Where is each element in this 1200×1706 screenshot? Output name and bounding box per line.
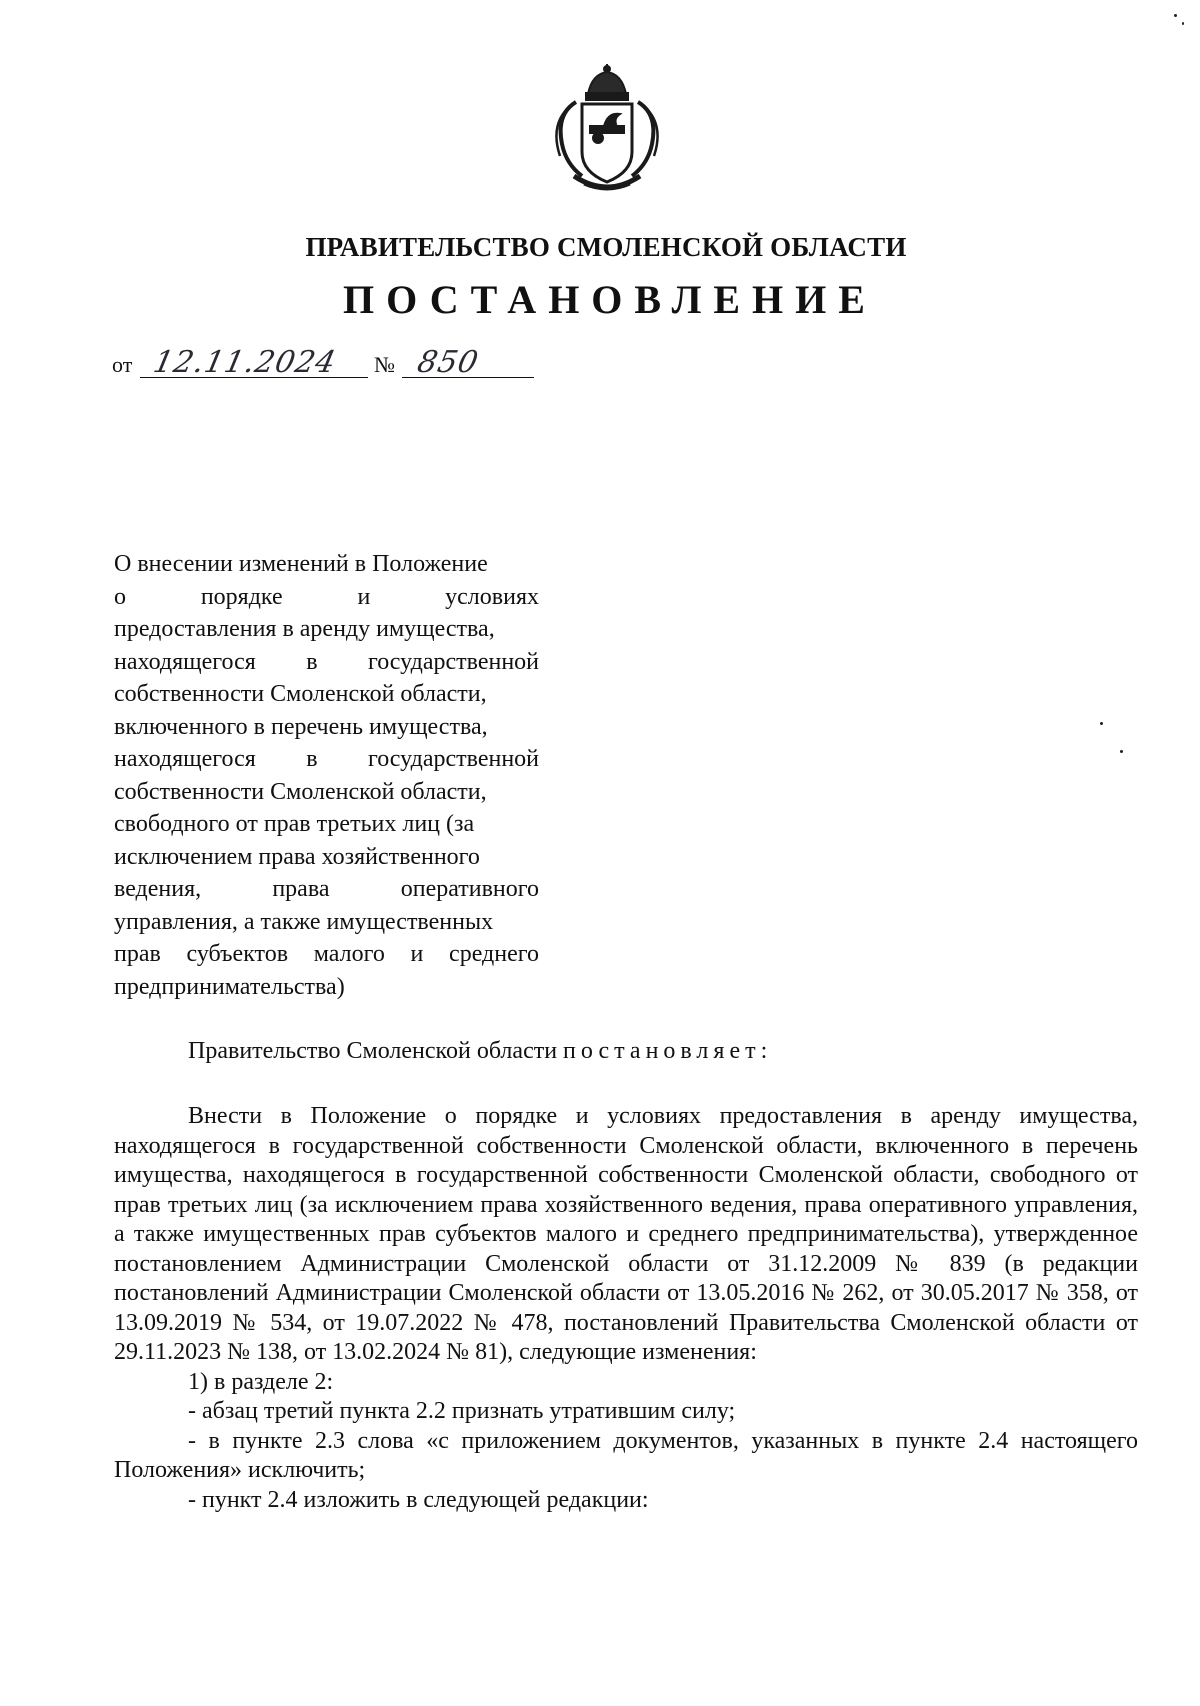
handwritten-number: 850 [414, 345, 482, 380]
resolution-issuer: Правительство Смоленской области [188, 1038, 558, 1064]
list-item: - пункт 2.4 изложить в следующей редакции: [188, 1486, 649, 1513]
handwritten-date: 12.11.2024 [150, 345, 340, 380]
subject-line: собственности Смоленской области, [114, 778, 487, 805]
subject-line: находящегося в государственной [114, 746, 539, 772]
scan-speck [1100, 722, 1103, 725]
subject-line: предпринимательства) [114, 973, 345, 1000]
coat-of-arms-emblem [548, 64, 666, 198]
subject-line: предоставления в аренду имущества, [114, 616, 495, 642]
subject-line: находящегося в государственной [114, 648, 539, 675]
scan-speck [1120, 750, 1123, 753]
list-item: - в пункте 2.3 слова «с приложением документов, указанных в пункте 2.4 настоящего Положения» исключить; [114, 1427, 1138, 1483]
date-number-line [112, 345, 532, 382]
scan-speck [1174, 14, 1177, 17]
document-body [114, 1102, 1138, 1515]
subject-line: ведения, права оперативного [114, 876, 539, 902]
list-item: 1) в разделе 2: [188, 1368, 334, 1395]
number-sign: № [374, 352, 395, 377]
subject-line: свободного от прав третьих лиц (за [114, 811, 475, 837]
resolution-verb: постановляет: [563, 1038, 773, 1064]
subject-line: включенного в перечень имущества, [114, 713, 488, 740]
document-type-title: ПОСТАНОВЛЕНИЕ [343, 277, 877, 322]
organization-title: ПРАВИТЕЛЬСТВО СМОЛЕНСКОЙ ОБЛАСТИ [305, 232, 907, 262]
document-subject [114, 548, 539, 1003]
subject-line: исключением права хозяйственного [114, 843, 480, 870]
resolution-line [188, 1038, 772, 1065]
subject-line: управления, а также имущественных [114, 908, 494, 935]
subject-line: О внесении изменений в Положение [114, 551, 488, 577]
subject-line: собственности Смоленской области, [114, 681, 487, 707]
subject-line: о порядке и условиях [114, 583, 539, 610]
main-paragraph: Внести в Положение о порядке и условиях предоставления в аренду имущества, находящегося в государственной собственности Смоленской области, включенного в перечень имущества, находящегося в государственной собственности Смоленской области, свободного от прав третьих лиц (за исключением права хозяйственного ведения, права оперативного управления, а также имущественных прав субъектов малого и среднего предпринимательства), утвержденное постановлением Администрации Смоленской области от 31.12.2009 № 839 (в редакции постановлений Администрации Смоленской области от 13.05.2016 № 262, от 30.05.2017 № 358, от 13.09.2019 № 534, от 19.07.2022 № 478, постановлений Правительства Смоленской области от 29.11.2023 № 138, от 13.02.2024 № 81), следующие изменения: [114, 1103, 1138, 1365]
list-item: - абзац третий пункта 2.2 признать утратившим силу; [188, 1398, 736, 1424]
date-prefix: от [112, 352, 133, 377]
subject-line: прав субъектов малого и среднего [114, 941, 539, 967]
scan-speck [1182, 22, 1184, 25]
